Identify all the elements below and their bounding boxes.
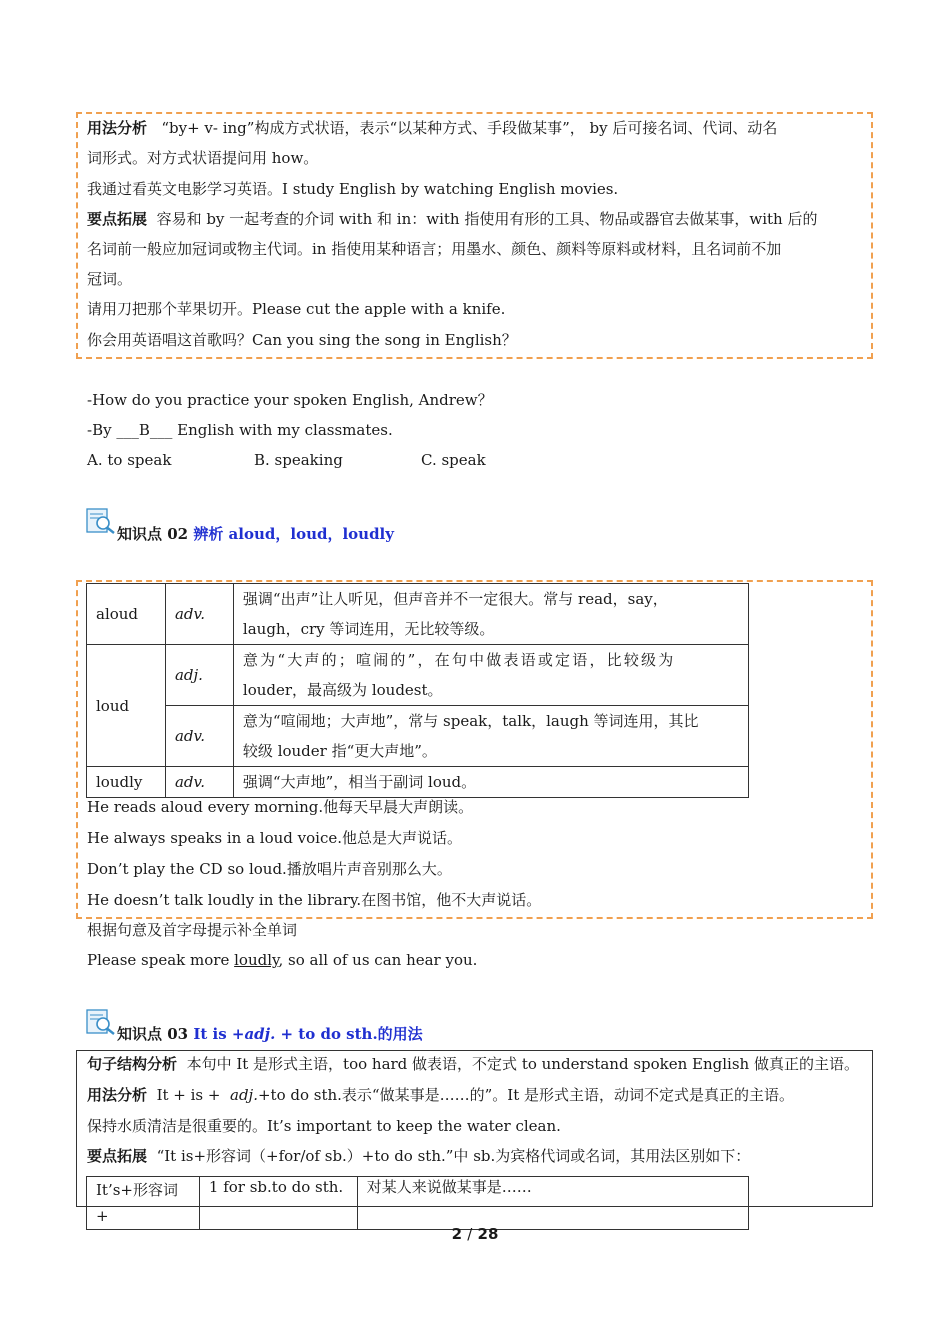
table-row — [87, 645, 749, 706]
desc-line: louder，最高级为 loudest。 — [242, 681, 443, 699]
desc-line: laugh，cry 等词连用，无比较等级。 — [242, 620, 495, 638]
desc-line: 强调“出声”让人听见，但声音并不一定很大。常与 read，say， — [242, 590, 668, 608]
kp03-expansion-line — [87, 1146, 750, 1166]
magnifier-document-icon — [86, 508, 116, 534]
exercise-answer-line — [87, 420, 393, 440]
kp02-exercise-sentence — [87, 950, 477, 970]
example-sentence-2: 请用刀把那个苹果切开。Please cut the apple with a knife. — [87, 300, 506, 318]
pos-cell: adv. — [165, 584, 233, 645]
word-cell: loud — [87, 645, 166, 767]
key-points-label: 要点拓展 — [87, 210, 148, 228]
key-points-line-3: 冠词。 — [87, 270, 133, 288]
example-sentence-3: 你会用英语唱这首歌吗？Can you sing the song in English？ — [87, 331, 517, 349]
structure-text: 本句中 It 是形式主语，too hard 做表语，不定式 to understand spoken English 做真正的主语。 — [186, 1055, 859, 1073]
kp03-prefix: 知识点 03 — [117, 1025, 194, 1043]
pos-cell: adv. — [165, 706, 233, 767]
desc-cell — [233, 706, 748, 767]
kp03-title-b: adj. — [244, 1025, 276, 1043]
kp02-prefix: 知识点 02 — [117, 525, 194, 543]
kp02-example-1: He reads aloud every morning.他每天早晨大声朗读。 — [87, 798, 474, 816]
it-is-adj-table — [86, 1176, 749, 1230]
word-cell: loudly — [87, 767, 166, 798]
table-row — [87, 584, 749, 645]
kp02-title: 辨析 aloud，loud，loudly — [193, 525, 394, 543]
structure-cell: 1 for sb.to do sth. — [199, 1177, 357, 1230]
kp02-example-2: He always speaks in a loud voice.他总是大声说话。 — [87, 829, 463, 847]
kp02-example-4: He doesn’t talk loudly in the library.在图书馆，他不大声说话。 — [87, 891, 542, 909]
key-points-line-1 — [87, 209, 817, 229]
word-cell: aloud — [87, 584, 166, 645]
desc-line: 意为“喧闹地；大声地”，常与 speak，talk，laugh 等词连用，其比 — [242, 712, 699, 730]
usage-text-c: +to do sth.表示“做某事是……的”。It 是形式主语，动词不定式是真正的主语。 — [257, 1086, 794, 1104]
exercise-prefix: Please speak more — [87, 951, 235, 969]
desc-line: 意为“大声的；喧闹的”，在句中做表语或定语，比较级为 — [242, 651, 676, 669]
option-c: C. speak — [421, 451, 486, 469]
desc-cell: 强调“大声地”，相当于副词 loud。 — [233, 767, 748, 798]
meaning-cell: 对某人来说做某事是…… — [357, 1177, 748, 1230]
usage-analysis-label: 用法分析 — [87, 119, 148, 137]
magnifier-document-icon — [86, 1009, 116, 1035]
pattern-cell: It’s+形容词+ — [87, 1177, 200, 1230]
table-row — [87, 1177, 749, 1230]
desc-cell — [233, 584, 748, 645]
expansion-label: 要点拓展 — [87, 1147, 148, 1165]
kp02-example-3: Don’t play the CD so loud.播放唱片声音别那么大。 — [87, 860, 452, 878]
usage-label: 用法分析 — [87, 1086, 148, 1104]
option-b: B. speaking — [254, 451, 343, 469]
table-row — [87, 767, 749, 798]
key-points-line-2: 名词前一般应加冠词或物主代词。in 指使用某种语言；用墨水、颜色、颜料等原料或材料，且名词前不加 — [87, 240, 782, 258]
answer-prefix: -By — [87, 421, 117, 439]
exercise-answer: loudly — [234, 951, 279, 969]
page-separator: / — [467, 1225, 473, 1243]
answer-blank: ___B___ — [116, 421, 173, 439]
desc-line: 较级 louder 指“更大声地”。 — [242, 742, 437, 760]
kp03-example: 保持水质清洁是很重要的。It’s important to keep the water clean. — [87, 1117, 561, 1135]
usage-analysis-line-1 — [87, 118, 777, 138]
usage-analysis-text: “by+ v- ing”构成方式状语，表示“以某种方式、手段做某事”， by 后可接名词、代词、动名 — [161, 119, 778, 137]
key-points-text: 容易和 by 一起考查的介词 with 和 in：with 指使用有形的工具、物品或器官去做某事，with 后的 — [156, 210, 818, 228]
page-indicator — [0, 1225, 950, 1243]
kp03-heading — [117, 1023, 423, 1044]
exercise-question-1: -How do you practice your spoken English, Andrew？ — [87, 391, 493, 409]
kp03-title-a: It is + — [193, 1025, 245, 1043]
total-pages: 28 — [477, 1225, 499, 1243]
usage-analysis-line-2: 词形式。对方式状语提问用 how。 — [87, 149, 319, 167]
example-sentence-1: 我通过看英文电影学习英语。I study English by watching English movies. — [87, 180, 619, 198]
option-a: A. to speak — [87, 451, 172, 469]
kp03-title-c: + to do sth.的用法 — [275, 1025, 423, 1043]
table-row — [87, 706, 749, 767]
expansion-text: “It is+形容词（+for/of sb.）+to do sth.”中 sb.为宾格代词或名词，其用法区别如下： — [156, 1147, 751, 1165]
pos-cell: adj. — [165, 645, 233, 706]
exercise-suffix: , so all of us can hear you. — [278, 951, 478, 969]
structure-label: 句子结构分析 — [87, 1055, 178, 1073]
pos-cell: adv. — [165, 767, 233, 798]
desc-cell — [233, 645, 748, 706]
aloud-loud-loudly-table — [86, 583, 749, 798]
kp03-usage-line — [87, 1085, 794, 1105]
kp02-exercise-title: 根据句意及首字母提示补全单词 — [87, 921, 298, 939]
kp02-heading — [117, 523, 394, 544]
kp03-structure-line — [87, 1054, 859, 1074]
usage-text-a: It + is + — [156, 1086, 226, 1104]
answer-suffix: English with my classmates. — [172, 421, 393, 439]
usage-text-b: adj. — [230, 1086, 258, 1104]
current-page: 2 — [451, 1225, 463, 1243]
